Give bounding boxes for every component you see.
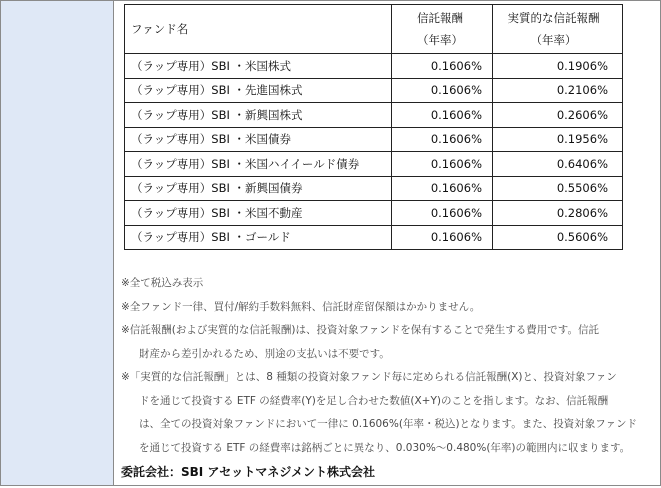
real-fee-cell: 0.2606% [493, 103, 623, 128]
note-real-fee-line1: ※「実質的な信託報酬」とは、8 種類の投資対象ファンド毎に定められる信託報酬(X)と、投資対象ファン [121, 371, 617, 383]
real-fee-cell: 0.2106% [493, 78, 623, 103]
trust-fee-cell: 0.1606% [392, 176, 493, 201]
header-trust-fee-line1: 信託報酬 [417, 11, 463, 25]
notes-section [121, 272, 653, 460]
table-row [125, 54, 623, 79]
table-row [125, 103, 623, 128]
table-header-row [125, 5, 623, 54]
header-fund-name: ファンド名 [125, 5, 392, 54]
real-fee-cell: 0.2806% [493, 201, 623, 226]
fund-name-cell: （ラップ専用）SBI ・新興国債券 [125, 176, 392, 201]
fund-name-cell: （ラップ専用）SBI ・米国ハイイールド債券 [125, 152, 392, 177]
trust-fee-cell: 0.1606% [392, 152, 493, 177]
note-real-fee-line4: を通じて投資する ETF の経費率は銘柄ごとに異なり、0.030%～0.480%(年率)の範囲内に収まります。 [139, 441, 631, 454]
fund-name-cell: （ラップ専用）SBI ・米国不動産 [125, 201, 392, 226]
trust-fee-cell: 0.1606% [392, 127, 493, 152]
table-row [125, 78, 623, 103]
table-row [125, 176, 623, 201]
real-fee-cell: 0.6406% [493, 152, 623, 177]
management-company: 委託会社：SBI アセットマネジメント株式会社 [121, 465, 375, 479]
content-column [114, 1, 659, 485]
real-fee-cell: 0.1906% [493, 54, 623, 79]
real-fee-cell: 0.1956% [493, 127, 623, 152]
trust-fee-cell: 0.1606% [392, 201, 493, 226]
header-trust-fee [392, 5, 493, 54]
trust-fee-cell: 0.1606% [392, 225, 493, 250]
table-row [125, 127, 623, 152]
trust-fee-cell: 0.1606% [392, 78, 493, 103]
note-no-fees: ※全ファンド一律、買付/解約手数料無料、信託財産留保額はかかりません。 [121, 300, 481, 313]
fund-fee-table [124, 4, 623, 250]
fund-name-cell: （ラップ専用）SBI ・新興国株式 [125, 103, 392, 128]
fund-name-cell: （ラップ専用）SBI ・先進国株式 [125, 78, 392, 103]
left-label-column [1, 1, 114, 485]
header-trust-fee-line2: （年率） [417, 33, 463, 47]
header-real-fee-line1: 実質的な信託報酬 [507, 11, 600, 25]
note-trust-fee-line1: ※信託報酬(および実質的な信託報酬)は、投資対象ファンドを保有することで発生する費用です。信託 [121, 324, 599, 336]
fund-name-cell: （ラップ専用）SBI ・ゴールド [125, 225, 392, 250]
table-row [125, 201, 623, 226]
note-trust-fee-line2: 財産から差引かれるため、別途の支払いは不要です。 [139, 347, 390, 360]
real-fee-cell: 0.5606% [493, 225, 623, 250]
header-real-fee [493, 5, 623, 54]
trust-fee-cell: 0.1606% [392, 54, 493, 79]
real-fee-cell: 0.5506% [493, 176, 623, 201]
trust-fee-cell: 0.1606% [392, 103, 493, 128]
fund-name-cell: （ラップ専用）SBI ・米国債券 [125, 127, 392, 152]
table-row [125, 152, 623, 177]
note-tax-included: ※全て税込み表示 [121, 277, 204, 289]
note-real-fee-line2: ドを通じて投資する ETF の経費率(Y)を足し合わせた数値(X+Y)のことを指します。なお、信託報酬 [139, 394, 609, 407]
table-row [125, 225, 623, 250]
header-real-fee-line2: （年率） [530, 33, 577, 47]
fund-name-cell: （ラップ専用）SBI ・米国株式 [125, 54, 392, 79]
note-real-fee-line3: は、全ての投資対象ファンドにおいて一律に 0.1606%(年率・税込)となります。また、投資対象ファンド [139, 418, 637, 430]
